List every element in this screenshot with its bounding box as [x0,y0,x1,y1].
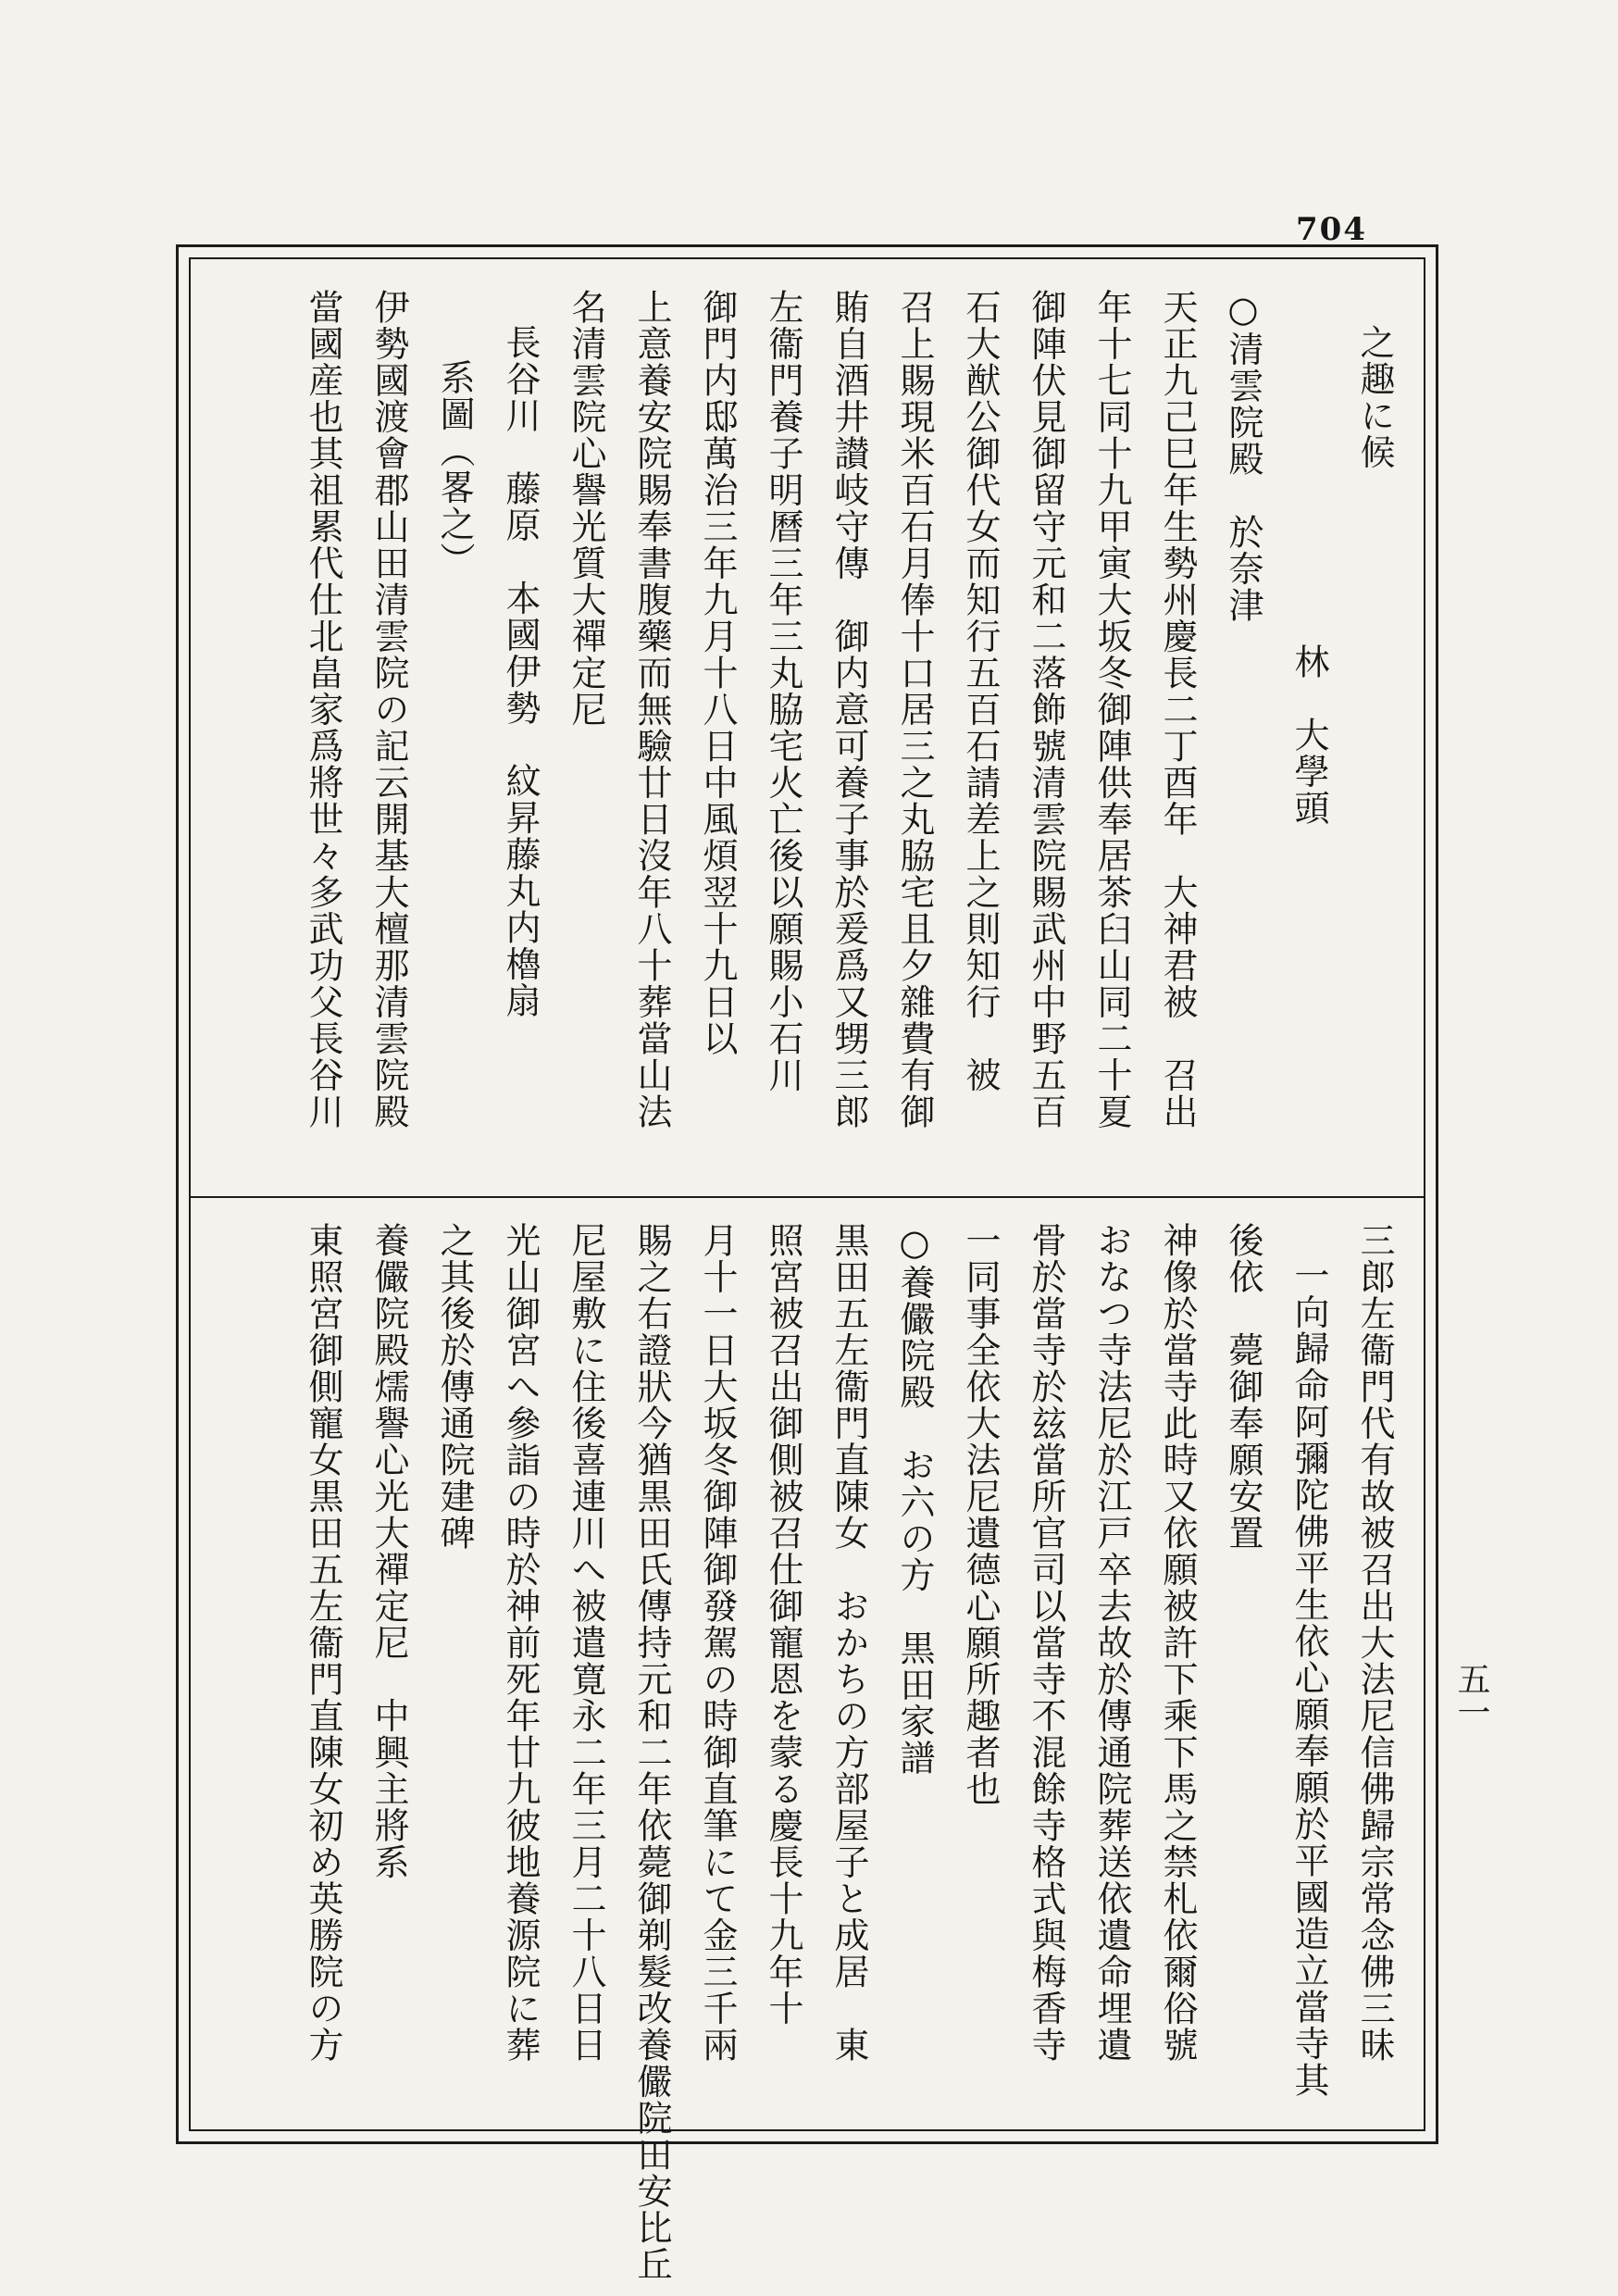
text-column: 後依 薨御奉願安置 [1223,1222,1263,1552]
text-column: 左衞門養子明曆三年三丸脇宅火亡後以願賜小石川 [763,289,803,1093]
text-column: 黒田五左衞門直陳女 おかちの方部屋子と成居 東 [828,1222,869,2064]
text-column: 長谷川 藤原 本國伊勢 紋昇藤丸内櫓扇 [500,324,541,1019]
text-column: 石大猷公御代女而知行五百石請差上之則知行 被 [960,289,1001,1093]
text-column: 賄自酒井讃岐守傳 御内意可養子事於爰爲又甥三郎 [828,289,869,1130]
text-column: 伊勢國渡會郡山田清雲院の記云開基大檀那清雲院殿 [368,289,409,1130]
text-column: おなつ寺法尼於江戸卒去故於傳通院葬送依遺命埋遺 [1091,1222,1132,2064]
text-column: 御門内邸萬治三年九月十八日中風煩翌十九日以 [697,289,738,1057]
text-column: 賜之右證狀今猶黒田氏傳持元和二年依薨御剃髮改養儼院田安比丘 [631,1222,672,2283]
text-column: ○清雲院殿 於奈津 [1223,289,1263,624]
text-column: 名清雲院心譽光質大禪定尼 [566,289,606,728]
page-number: 704 [1296,211,1367,248]
text-column: 照宮被召出御側被召仕御寵恩を蒙る慶長十九年十 [763,1222,803,2027]
text-column: 尼屋敷に住後喜連川へ被遣寛永二年三月二十八日日 [566,1222,606,2064]
text-column: 年十七同十九甲寅大坂冬御陣供奉居茶臼山同二十夏 [1091,289,1132,1130]
text-column: 天正九己巳年生勢州慶長二丁酉年 大神君被 召出 [1157,289,1198,1130]
text-column: 召上賜現米百石月俸十口居三之丸脇宅且夕雜費有御 [894,289,935,1130]
text-column: ○養儼院殿 お六の方 黒田家譜 [894,1222,935,1777]
text-column: 月十一日大坂冬御陣御發駕の時御直筆にて金三千兩 [697,1222,738,2064]
text-column: 系圖（畧之） [434,359,475,579]
lower-text-section [218,1222,1407,2283]
text-column: 東照宮御側寵女黒田五左衞門直陳女初め英勝院の方 [303,1222,343,2064]
text-column: 林 大學頭 [1288,643,1329,826]
upper-text-section [218,289,1407,1178]
text-column: 一向歸命阿彌陀佛平生依心願奉願於平國造立當寺其 [1288,1257,1329,2099]
section-divider [189,1196,1425,1198]
text-column: 三郎左衞門代有故被召出大法尼信佛歸宗常念佛三昧 [1354,1222,1395,2064]
text-column: 當國産也其祖累代仕北畠家爲將世々多武功父長谷川 [303,289,343,1130]
text-column: 光山御宮へ參詣の時於神前死年廿九彼地養源院に葬 [500,1222,541,2064]
text-column: 上意養安院賜奉書腹藥而無驗廿日沒年八十葬當山法 [631,289,672,1130]
text-column: 神像於當寺此時又依願被許下乘下馬之禁札依爾俗號 [1157,1222,1198,2064]
text-column: 之趣に候 [1354,324,1395,470]
text-column: 骨於當寺於玆當所官司以當寺不混餘寺格式與梅香寺 [1026,1222,1066,2064]
text-column: 之其後於傳通院建碑 [434,1222,475,1552]
text-column: 養儼院殿燸譽心光大禪定尼 中興主將系 [368,1222,409,1880]
text-column: 御陣伏見御留守元和二落飾號清雲院賜武州中野五百 [1026,289,1066,1130]
side-page-number: 五一 [1452,1662,1490,1728]
text-column: 一同事全依大法尼遺德心願所趣者也 [960,1222,1001,1807]
